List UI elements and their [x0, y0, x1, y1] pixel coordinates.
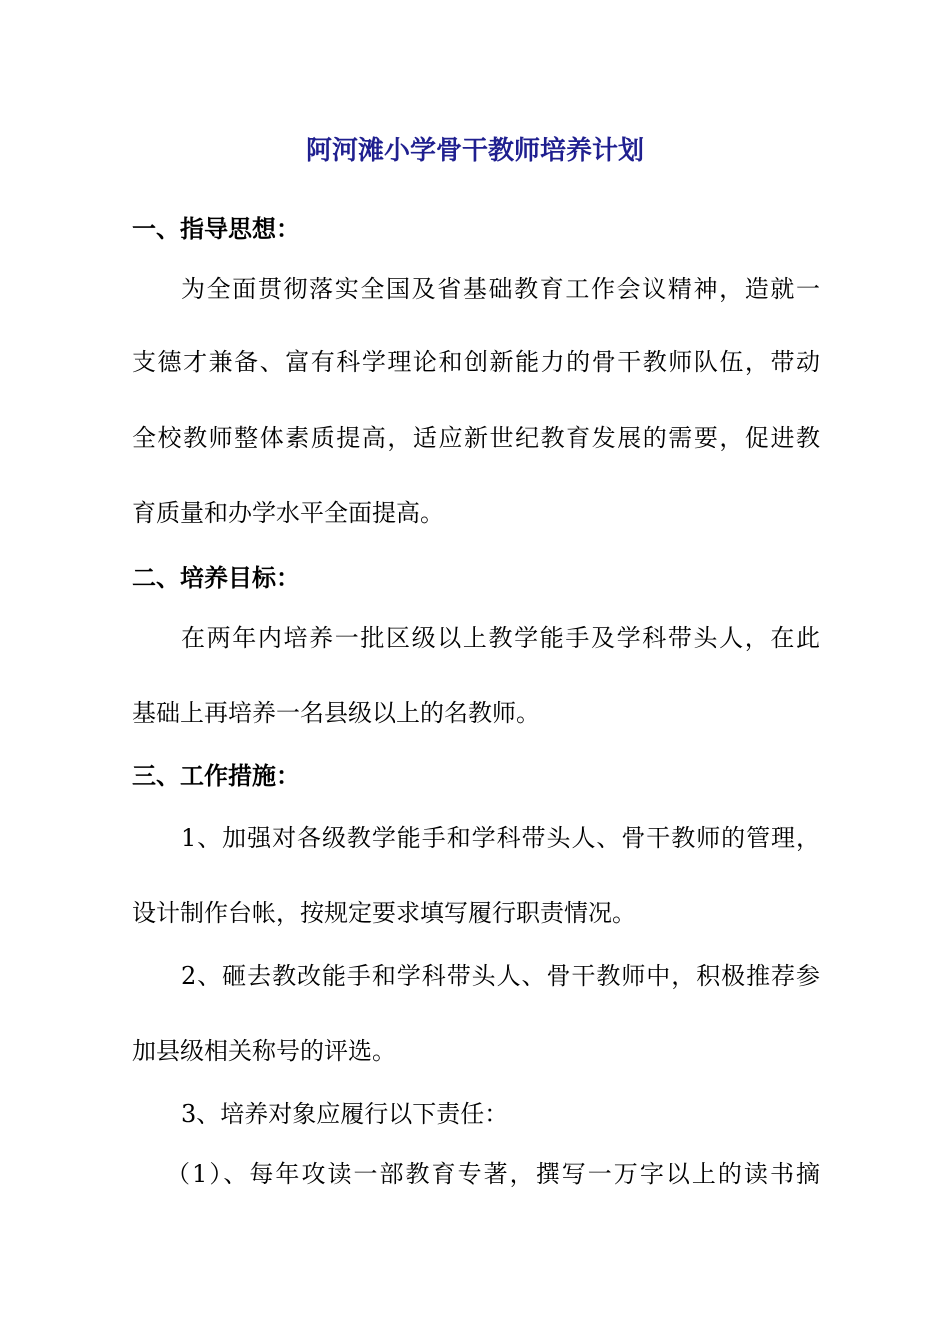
paragraph-line: 为全面贯彻落实全国及省基础教育工作会议精神，造就一 — [181, 275, 820, 303]
section-heading: 二、培养目标： — [132, 563, 300, 592]
paragraph-line: 育质量和办学水平全面提高。 — [132, 499, 444, 527]
section-heading: 三、工作措施： — [132, 761, 300, 790]
paragraph-line: 在两年内培养一批区级以上教学能手及学科带头人，在此 — [181, 624, 820, 652]
list-item-line: 加县级相关称号的评选。 — [132, 1037, 396, 1065]
paragraph-line: 支德才兼备、富有科学理论和创新能力的骨干教师队伍，带动 — [132, 348, 820, 376]
page-title: 阿河滩小学骨干教师培养计划 — [305, 136, 644, 166]
list-item-line: 3、培养对象应履行以下责任： — [181, 1100, 509, 1128]
section-heading: 一、指导思想： — [132, 214, 300, 243]
sub-list-item-line: （1）、每年攻读一部教育专著，撰写一万字以上的读书摘 — [166, 1160, 820, 1188]
list-item-line: 设计制作台帐，按规定要求填写履行职责情况。 — [132, 899, 636, 927]
list-item-line: 1、加强对各级教学能手和学科带头人、骨干教师的管理， — [181, 824, 820, 852]
paragraph-line: 全校教师整体素质提高，适应新世纪教育发展的需要，促进教 — [132, 424, 820, 452]
paragraph-line: 基础上再培养一名县级以上的名教师。 — [132, 699, 540, 727]
list-item-line: 2、砸去教改能手和学科带头人、骨干教师中，积极推荐参 — [181, 962, 820, 990]
